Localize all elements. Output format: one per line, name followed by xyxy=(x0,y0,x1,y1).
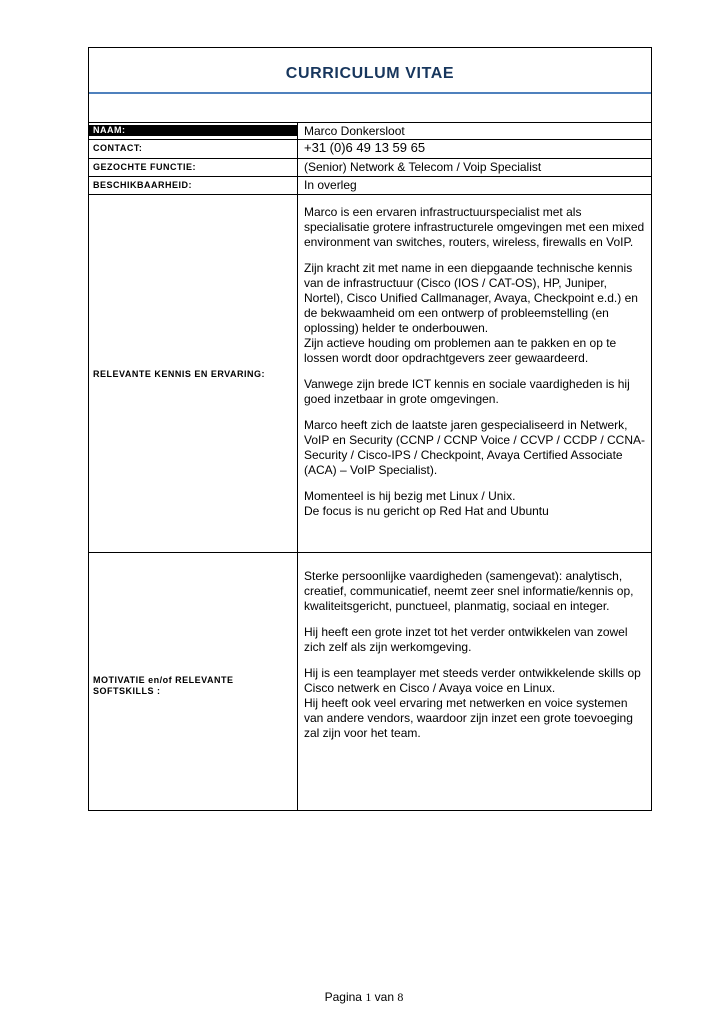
kennis-paragraph: De focus is nu gericht op Red Hat and Ubuntu xyxy=(304,504,549,518)
naam-label: NAAM: xyxy=(89,125,297,136)
motivatie-label-line2: SOFTSKILLS : xyxy=(93,686,161,696)
motivatie-paragraph: Hij heeft een grote inzet tot het verder ontwikkelen van zowel zich zelf als zijn werkomgeving. xyxy=(304,625,628,654)
cv-table xyxy=(88,47,652,811)
footer-van: van xyxy=(374,990,395,1004)
motivatie-paragraph: Hij is een teamplayer met steeds verder ontwikkelende skills op Cisco netwerk en Cisco / Avaya voice en Linux. xyxy=(304,666,641,695)
row-divider-contact xyxy=(89,158,651,159)
page-footer xyxy=(0,990,728,1005)
kennis-paragraph: Marco is een ervaren infrastructuurspecialist met als specialisatie grotere infrastructurele omgevingen met een mixed environment van switches, routers, wireless, firewalls en VoIP. xyxy=(304,205,645,249)
row-divider-functie xyxy=(89,176,651,177)
footer-total-pages: 8 xyxy=(397,990,404,1004)
page-title: CURRICULUM VITAE xyxy=(285,65,455,82)
row-divider-kennis xyxy=(89,552,651,553)
motivatie-paragraph: Sterke persoonlijke vaardigheden (samengevat): analytisch, creatief, communicatief, neemt zeer snel informatie/kennis op, kwaliteitsgericht, punctueel, planmatig, sociaal en integer. xyxy=(304,569,634,613)
title-underline xyxy=(89,92,651,94)
row-divider-beschikbaarheid xyxy=(89,194,651,195)
beschikbaarheid-label: BESCHIKBAARHEID: xyxy=(93,180,193,190)
row-divider-top xyxy=(89,122,651,123)
contact-label: CONTACT: xyxy=(93,143,143,153)
kennis-paragraph: Zijn kracht zit met name in een diepgaande technische kennis van de infrastructuur (Cisco (IOS / CAT-OS), HP, Juniper, Nortel), Cisco Unified Callmanager, Avaya, Checkpoint e.d.) en de bekwaamheid om een ontwerp of probleemstelling (en oplossing) helder te onderbouwen. xyxy=(304,261,638,335)
kennis-paragraph: Marco heeft zich de laatste jaren gespecialiseerd in Netwerk, VoIP en Security (CCNP / CCNP Voice / CCVP / CCDP / CCNA-Security / Cisco-IPS / Checkpoint, Avaya Certified Associate (ACA) – VoIP Specialist). xyxy=(304,418,646,477)
naam-value: Marco Donkersloot xyxy=(304,124,405,138)
kennis-paragraph: Vanwege zijn brede ICT kennis en sociale vaardigheden is hij goed inzetbaar in grote omgevingen. xyxy=(304,377,630,406)
motivatie-paragraph: Hij heeft ook veel ervaring met netwerken en voice systemen van andere vendors, waardoor zijn inzet een grote toevoeging zal zijn voor het team. xyxy=(304,696,633,740)
beschikbaarheid-value: In overleg xyxy=(304,178,357,192)
contact-value: +31 (0)6 49 13 59 65 xyxy=(304,140,426,155)
kennis-paragraph: Momenteel is hij bezig met Linux / Unix. xyxy=(304,489,516,503)
motivatie-label-line1: MOTIVATIE en/of RELEVANTE xyxy=(93,675,234,685)
kennis-paragraph: Zijn actieve houding om problemen aan te pakken en op te lossen wordt door opdrachtgevers zeer gewaardeerd. xyxy=(304,336,617,365)
kennis-content xyxy=(304,205,649,530)
motivatie-label xyxy=(93,675,234,697)
functie-value: (Senior) Network & Telecom / Voip Specialist xyxy=(304,160,542,174)
column-divider xyxy=(297,122,298,810)
footer-pagina: Pagina xyxy=(324,990,362,1004)
motivatie-content xyxy=(304,569,649,752)
footer-page-number: 1 xyxy=(365,990,372,1004)
kennis-label: RELEVANTE KENNIS EN ERVARING: xyxy=(93,369,266,379)
functie-label: GEZOCHTE FUNCTIE: xyxy=(93,162,196,172)
